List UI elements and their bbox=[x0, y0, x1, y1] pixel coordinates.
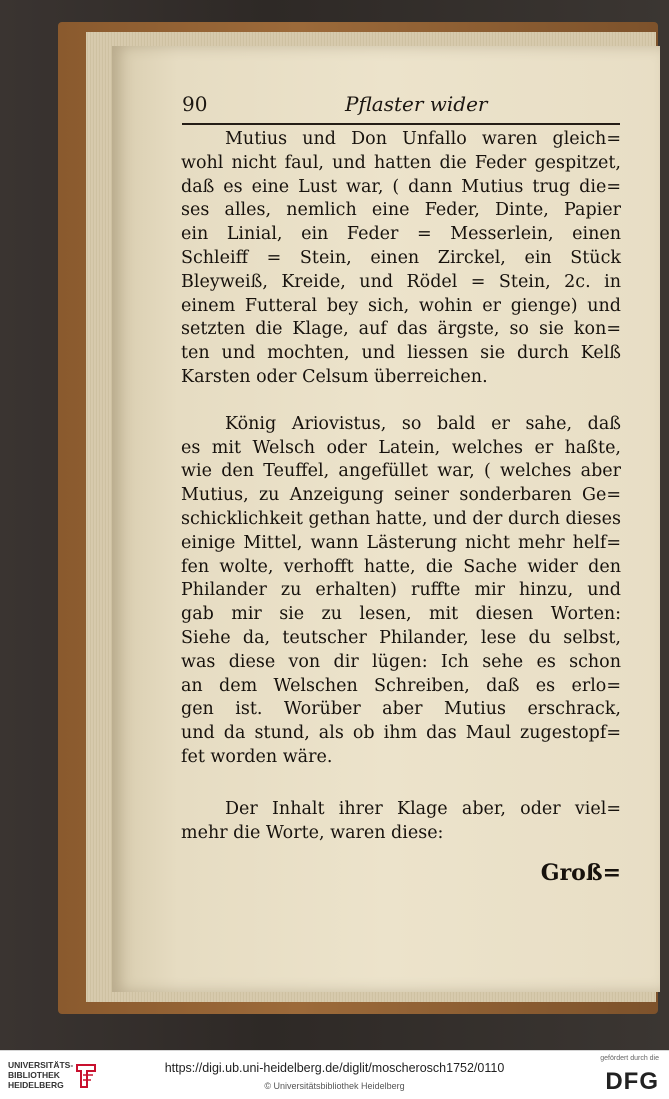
text-line: ein Linial, ein Feder = Messerlein, einen bbox=[181, 224, 621, 245]
text-line: Bleyweiß, Kreide, und Rödel = Stein, 2c. in bbox=[181, 271, 621, 292]
text-line: was diese von dir lügen: Ich sehe es schon bbox=[181, 651, 621, 672]
page-header bbox=[182, 92, 622, 122]
text-line: daß es eine Lust war, ( dann Mutius trug die= bbox=[181, 176, 621, 197]
copyright-notice: © Universitätsbibliothek Heidelberg bbox=[264, 1081, 405, 1091]
text-line: wie den Teuffel, angefüllet war, ( welches aber bbox=[181, 461, 621, 482]
text-line: mehr die Worte, waren diese: bbox=[181, 822, 444, 843]
paragraph-2 bbox=[181, 413, 621, 770]
dfg-badge[interactable] bbox=[579, 1055, 659, 1095]
text-line: ses alles, nemlich eine Feder, Dinte, Papier bbox=[181, 200, 621, 221]
text-line: fet worden wäre. bbox=[181, 746, 333, 767]
paragraph-1 bbox=[181, 128, 621, 390]
text-line: an dem Welschen Schreiben, daß es erlo= bbox=[181, 675, 621, 696]
text-line: es mit Welsch oder Latein, welches er haßte, bbox=[181, 437, 621, 458]
text-line: wohl nicht faul, und hatten die Feder gespitzet, bbox=[181, 152, 621, 173]
text-line: König Ariovistus, so bald er sahe, daß bbox=[225, 413, 621, 434]
catchword: Groß= bbox=[540, 860, 621, 886]
viewer-footer bbox=[0, 1050, 669, 1099]
text-line: gen ist. Worüber aber Mutius erschrack, bbox=[181, 699, 621, 720]
text-line: setzten die Klage, auf das ärgste, so sie kon= bbox=[181, 319, 621, 340]
page-text bbox=[181, 128, 621, 845]
paragraph-3 bbox=[181, 798, 621, 846]
text-line: Philander zu erhalten) ruffte mir hinzu, und bbox=[181, 580, 621, 601]
text-line: Mutius, zu Anzeigung seiner sonderbaren Ge= bbox=[181, 485, 621, 506]
text-line: und da stund, als ob ihm das Maul zugestopf= bbox=[181, 723, 621, 744]
funding-note: gefördert durch die bbox=[600, 1055, 659, 1062]
text-line: ten und mochten, und liessen sie durch Kelß bbox=[181, 343, 621, 364]
header-rule bbox=[182, 123, 620, 125]
text-line: Schleiff = Stein, einen Zirckel, ein Stück bbox=[181, 247, 621, 268]
text-line: Siehe da, teutscher Philander, lese du selbst, bbox=[181, 627, 621, 648]
library-name: UNIVERSITÄTS- BIBLIOTHEK HEIDELBERG bbox=[8, 1060, 74, 1090]
text-line: gab mir sie zu lesen, mit diesen Worten: bbox=[181, 604, 621, 625]
page-number: 90 bbox=[182, 92, 208, 116]
text-line: fen wolte, verhofft hatte, die Sache wider den bbox=[181, 556, 621, 577]
text-line: schicklichkeit gethan hatte, und der durch dieses bbox=[181, 508, 621, 529]
text-line: einige Mittel, wann Lästerung nicht mehr helf= bbox=[181, 532, 621, 553]
page-url-link[interactable]: https://digi.ub.uni-heidelberg.de/diglit/moscherosch1752/0110 bbox=[164, 1061, 505, 1075]
text-line: Mutius und Don Unfallo waren gleich= bbox=[225, 129, 621, 149]
text-line: Der Inhalt ihrer Klage aber, oder viel= bbox=[225, 798, 621, 819]
text-line: Karsten oder Celsum überreichen. bbox=[181, 366, 488, 387]
running-title: Pflaster wider bbox=[345, 92, 488, 116]
dfg-logo: DFG bbox=[605, 1068, 659, 1095]
text-line: einem Futteral bey sich, wohin er gienge) und bbox=[181, 295, 621, 316]
